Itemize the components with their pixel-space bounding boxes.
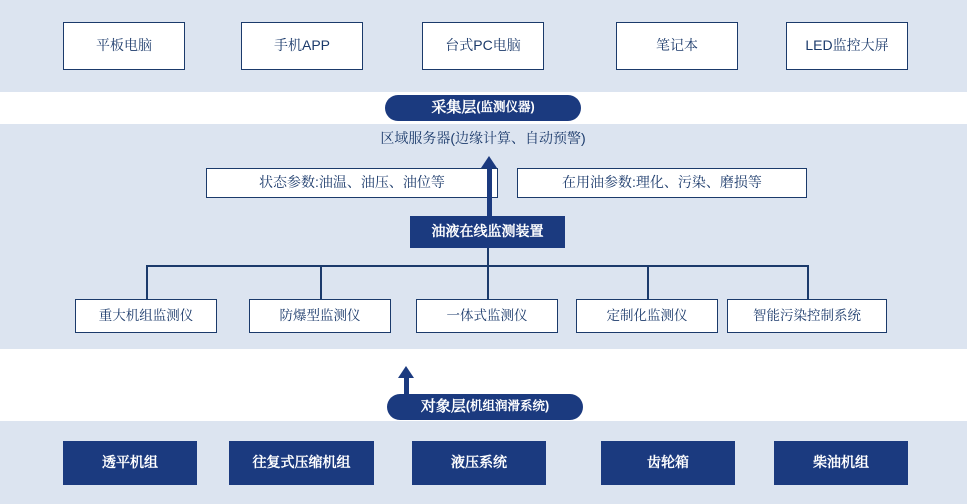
tree-crossbar xyxy=(146,265,808,267)
upward-connector-arrowhead xyxy=(481,156,497,168)
monitor-box-explosion-proof xyxy=(249,299,391,333)
equipment-box-hydraulic-system xyxy=(412,441,546,485)
monitor-label: 一体式监测仪 xyxy=(446,307,528,323)
regional-server-label xyxy=(330,128,636,150)
device-label: 笔记本 xyxy=(656,37,698,54)
device-label: 台式PC电脑 xyxy=(445,37,521,54)
status-parameters-label: 状态参数:油温、油压、油位等 xyxy=(259,174,445,191)
device-box-tablet xyxy=(63,22,185,70)
oil-in-use-parameters-label: 在用油参数:理化、污染、磨损等 xyxy=(562,174,762,191)
object-layer-connector-arrowhead xyxy=(398,366,414,378)
tree-branch-3 xyxy=(487,265,489,299)
monitor-label: 定制化监测仪 xyxy=(606,307,688,323)
equipment-box-diesel-unit xyxy=(774,441,908,485)
equipment-label: 透平机组 xyxy=(102,454,158,471)
equipment-box-gearbox xyxy=(601,441,735,485)
equipment-box-turbine-unit xyxy=(63,441,197,485)
object-layer-subtitle: (机组润滑系统) xyxy=(465,399,550,414)
monitor-label: 智能污染控制系统 xyxy=(753,307,861,323)
tree-branch-2 xyxy=(320,265,322,299)
monitor-box-integrated xyxy=(416,299,558,333)
equipment-label: 柴油机组 xyxy=(813,454,869,471)
collection-layer-pill xyxy=(385,95,581,121)
tree-branch-1 xyxy=(146,265,148,299)
device-label: 平板电脑 xyxy=(96,37,152,54)
equipment-box-reciprocating-compressor xyxy=(229,441,374,485)
object-layer-pill xyxy=(387,394,583,420)
tree-stem xyxy=(487,248,489,266)
device-label: 手机APP xyxy=(273,37,330,54)
monitor-box-major-unit xyxy=(75,299,217,333)
device-box-mobile-app xyxy=(241,22,363,70)
oil-in-use-parameters-box xyxy=(517,168,807,198)
tree-branch-4 xyxy=(647,265,649,299)
collection-layer-subtitle: (监测仪器) xyxy=(476,100,535,115)
monitor-label: 防爆型监测仪 xyxy=(279,307,361,323)
device-box-laptop xyxy=(616,22,738,70)
device-box-desktop-pc xyxy=(422,22,544,70)
oil-online-monitoring-device-label: 油液在线监测装置 xyxy=(431,223,544,240)
oil-online-monitoring-device-box xyxy=(410,216,565,248)
equipment-label: 液压系统 xyxy=(451,454,507,471)
monitor-box-smart-contamination-control xyxy=(727,299,887,333)
device-box-led-wall xyxy=(786,22,908,70)
tree-branch-5 xyxy=(807,265,809,299)
equipment-label: 往复式压缩机组 xyxy=(252,454,351,471)
collection-layer-title: 采集层 xyxy=(431,98,477,116)
object-layer-title: 对象层 xyxy=(420,397,466,415)
regional-server-text: 区域服务器(边缘计算、自动预警) xyxy=(380,130,586,147)
device-label: LED监控大屏 xyxy=(805,37,889,54)
upward-connector-shaft xyxy=(487,168,492,218)
equipment-label: 齿轮箱 xyxy=(647,454,689,471)
monitor-box-customized xyxy=(576,299,718,333)
status-parameters-box xyxy=(206,168,498,198)
monitor-label: 重大机组监测仪 xyxy=(98,307,194,323)
